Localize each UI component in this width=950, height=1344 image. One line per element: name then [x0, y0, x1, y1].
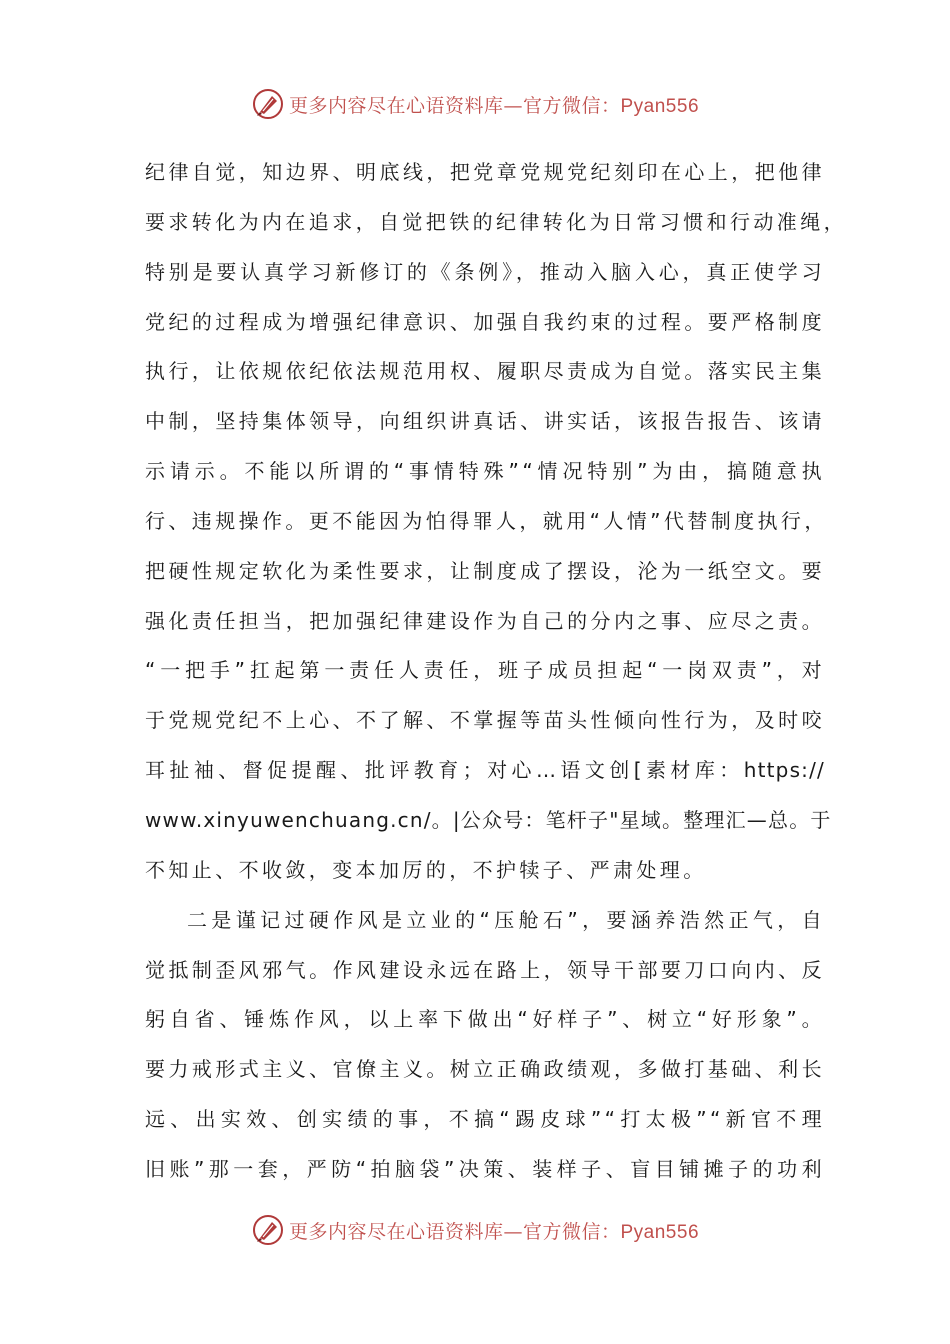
body-line: 于党规党纪不上心、不了解、不掌握等苗头性倾向性行为，及时咬	[145, 708, 825, 733]
pen-nib-icon	[251, 1213, 285, 1247]
body-line: 要求转化为内在追求，自觉把铁的纪律转化为日常习惯和行动准绳，	[145, 209, 847, 234]
footer-banner	[0, 1210, 950, 1250]
body-line: 纪律自觉，知边界、明底线，把党章党规党纪刻印在心上，把他律	[145, 160, 825, 184]
body-line: 耳扯袖、督促提醒、批评教育；对心…语文创[素材库：https://	[145, 758, 825, 783]
body-line: 把硬性规定软化为柔性要求，让制度成了摆设，沦为一纸空文。要	[145, 558, 825, 583]
header-banner	[0, 84, 950, 124]
paragraph-start-line: 二是谨记过硬作风是立业的“压舱石”，要涵养浩然正气，自	[187, 907, 825, 932]
body-line: 躬自省、锤炼作风，以上率下做出“好样子”、树立“好形象”。	[145, 1007, 825, 1032]
body-line: 觉抵制歪风邪气。作风建设永远在路上，领导干部要刀口向内、反	[145, 957, 825, 982]
body-line: 特别是要认真学习新修订的《条例》，推动入脑入心，真正使学习	[145, 259, 825, 284]
header-wechat-id: Pyan556	[620, 95, 700, 117]
footer-banner-text: 更多内容尽在心语资料库—官方微信：Pyan556	[288, 1220, 700, 1243]
body-line: 强化责任担当，把加强纪律建设作为自己的分内之事、应尽之责。	[145, 608, 825, 633]
body-line: 执行，让依规依纪依法规范用权、履职尽责成为自觉。落实民主集	[145, 359, 825, 384]
header-banner-text: 更多内容尽在心语资料库—官方微信：Pyan556	[288, 94, 700, 117]
body-line: 旧账”那一套，严防“拍脑袋”决策、装样子、盲目铺摊子的功利	[145, 1156, 825, 1181]
body-line: www.xinyuwenchuang.cn/。|公众号：笔杆子"星域。整理汇—总。于	[145, 807, 832, 832]
body-line: 党纪的过程成为增强纪律意识、加强自我约束的过程。要严格制度	[145, 309, 825, 334]
body-line: 要力戒形式主义、官僚主义。树立正确政绩观，多做打基础、利长	[145, 1057, 825, 1082]
body-line: 远、出实效、创实绩的事，不搞“踢皮球”“打太极”“新官不理	[145, 1107, 825, 1132]
footer-wechat-id: Pyan556	[620, 1221, 700, 1243]
body-line: 示请示。不能以所谓的“事情特殊”“情况特别”为由，搞随意执	[145, 459, 825, 484]
body-line: “一把手”扛起第一责任人责任，班子成员担起“一岗双责”，对	[145, 658, 825, 683]
body-line: 行、违规操作。更不能因为怕得罪人，就用“人情”代替制度执行，	[145, 508, 828, 533]
body-line: 不知止、不收敛，变本加厉的，不护犊子、严肃处理。	[145, 857, 707, 882]
pen-nib-icon	[251, 87, 285, 121]
document-body	[145, 148, 847, 1195]
body-line: 中制，坚持集体领导，向组织讲真话、讲实话，该报告报告、该请	[145, 409, 825, 434]
